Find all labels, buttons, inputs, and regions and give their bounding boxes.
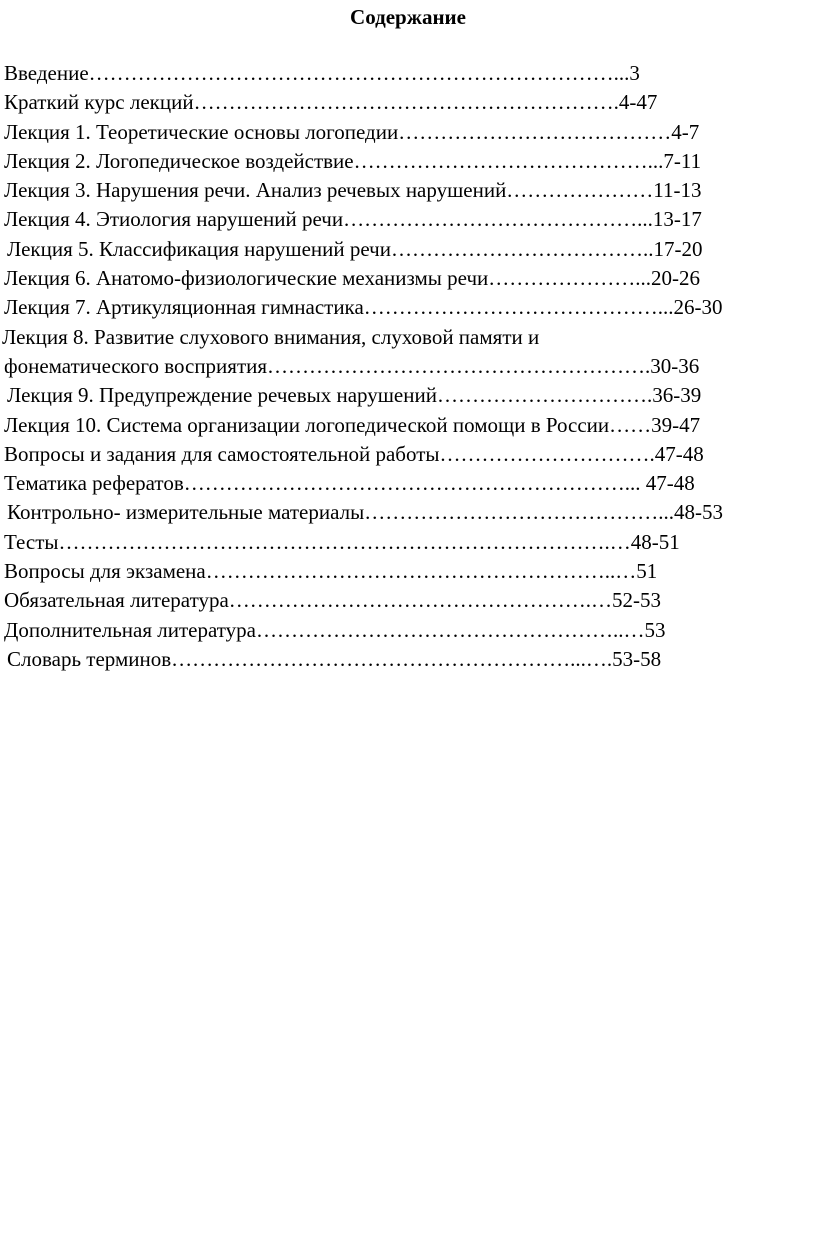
toc-entry-text: Лекция 10. Система организации логопедической помощи в России……39-47 — [4, 412, 701, 437]
toc-entry-text: Лекция 2. Логопедическое воздействие……………………………………...7-11 — [4, 148, 702, 173]
toc-entry-lecture-9 — [0, 381, 816, 410]
toc-entry-text: Лекция 6. Анатомо-физиологические механизмы речи…………………...20-26 — [4, 266, 700, 291]
table-of-contents — [0, 59, 816, 674]
toc-entry-additional-literature — [0, 616, 816, 645]
toc-entry-text: Словарь терминов…………………………………………………...….53-58 — [7, 646, 662, 671]
toc-entry-text: Обязательная литература…………………………………………….…52-53 — [4, 588, 662, 613]
toc-entry-text: Тесты…………………………………………………………………….…48-51 — [4, 529, 680, 554]
toc-entry-text: Лекция 9. Предупреждение речевых нарушений………………………….36-39 — [7, 383, 702, 408]
toc-entry-text: Тематика рефератов………………………………………………………... 47-48 — [4, 471, 695, 496]
toc-entry-text: Вопросы для экзамена…………………………………………………..…51 — [4, 559, 658, 584]
toc-entry-exam-questions — [0, 557, 816, 586]
toc-entry-lecture-7 — [0, 293, 816, 322]
page-title: Содержание — [350, 5, 466, 29]
toc-entry-self-study-questions — [0, 440, 816, 469]
toc-entry-text: Лекция 5. Классификация нарушений речи………………………………..17-20 — [7, 236, 703, 261]
toc-entry-text: Дополнительная литература……………………………………………..…53 — [4, 617, 666, 642]
toc-entry-text: Контрольно- измерительные материалы……………………………………...48-53 — [7, 500, 723, 525]
toc-entry-required-literature — [0, 586, 816, 615]
toc-entry-lecture-course — [0, 88, 816, 117]
toc-entry-text: Краткий курс лекций…………………………………………………….4-47 — [4, 90, 658, 115]
toc-entry-text: Лекция 4. Этиология нарушений речи……………………………………...13-17 — [4, 207, 702, 232]
toc-entry-text: Вопросы и задания для самостоятельной работы………………………….47-48 — [4, 441, 704, 466]
toc-entry-introduction — [0, 59, 816, 88]
toc-entry-lecture-5 — [0, 235, 816, 264]
toc-entry-text: Лекция 8. Развитие слухового внимания, слуховой памяти и — [2, 324, 540, 349]
toc-entry-lecture-4 — [0, 205, 816, 234]
toc-entry-glossary — [0, 645, 816, 674]
toc-entry-lecture-8-continued — [0, 352, 816, 381]
toc-entry-text: Лекция 7. Артикуляционная гимнастика……………………………………...26-30 — [4, 295, 723, 320]
toc-entry-lecture-2 — [0, 147, 816, 176]
toc-entry-lecture-1 — [0, 118, 816, 147]
toc-entry-text: Введение…………………………………………………………………...3 — [4, 61, 640, 85]
toc-entry-lecture-3 — [0, 176, 816, 205]
toc-entry-text: Лекция 3. Нарушения речи. Анализ речевых нарушений…………………11-13 — [4, 178, 702, 203]
toc-entry-lecture-8 — [0, 323, 816, 352]
toc-entry-text: Лекция 1. Теоретические основы логопедии…………………………………4-7 — [4, 119, 700, 144]
toc-entry-essay-topics — [0, 469, 816, 498]
toc-entry-tests — [0, 528, 816, 557]
toc-entry-lecture-6 — [0, 264, 816, 293]
toc-entry-assessment-materials — [0, 498, 816, 527]
toc-entry-text: фонематического восприятия……………………………………………….30-36 — [4, 353, 700, 378]
toc-entry-lecture-10 — [0, 411, 816, 440]
